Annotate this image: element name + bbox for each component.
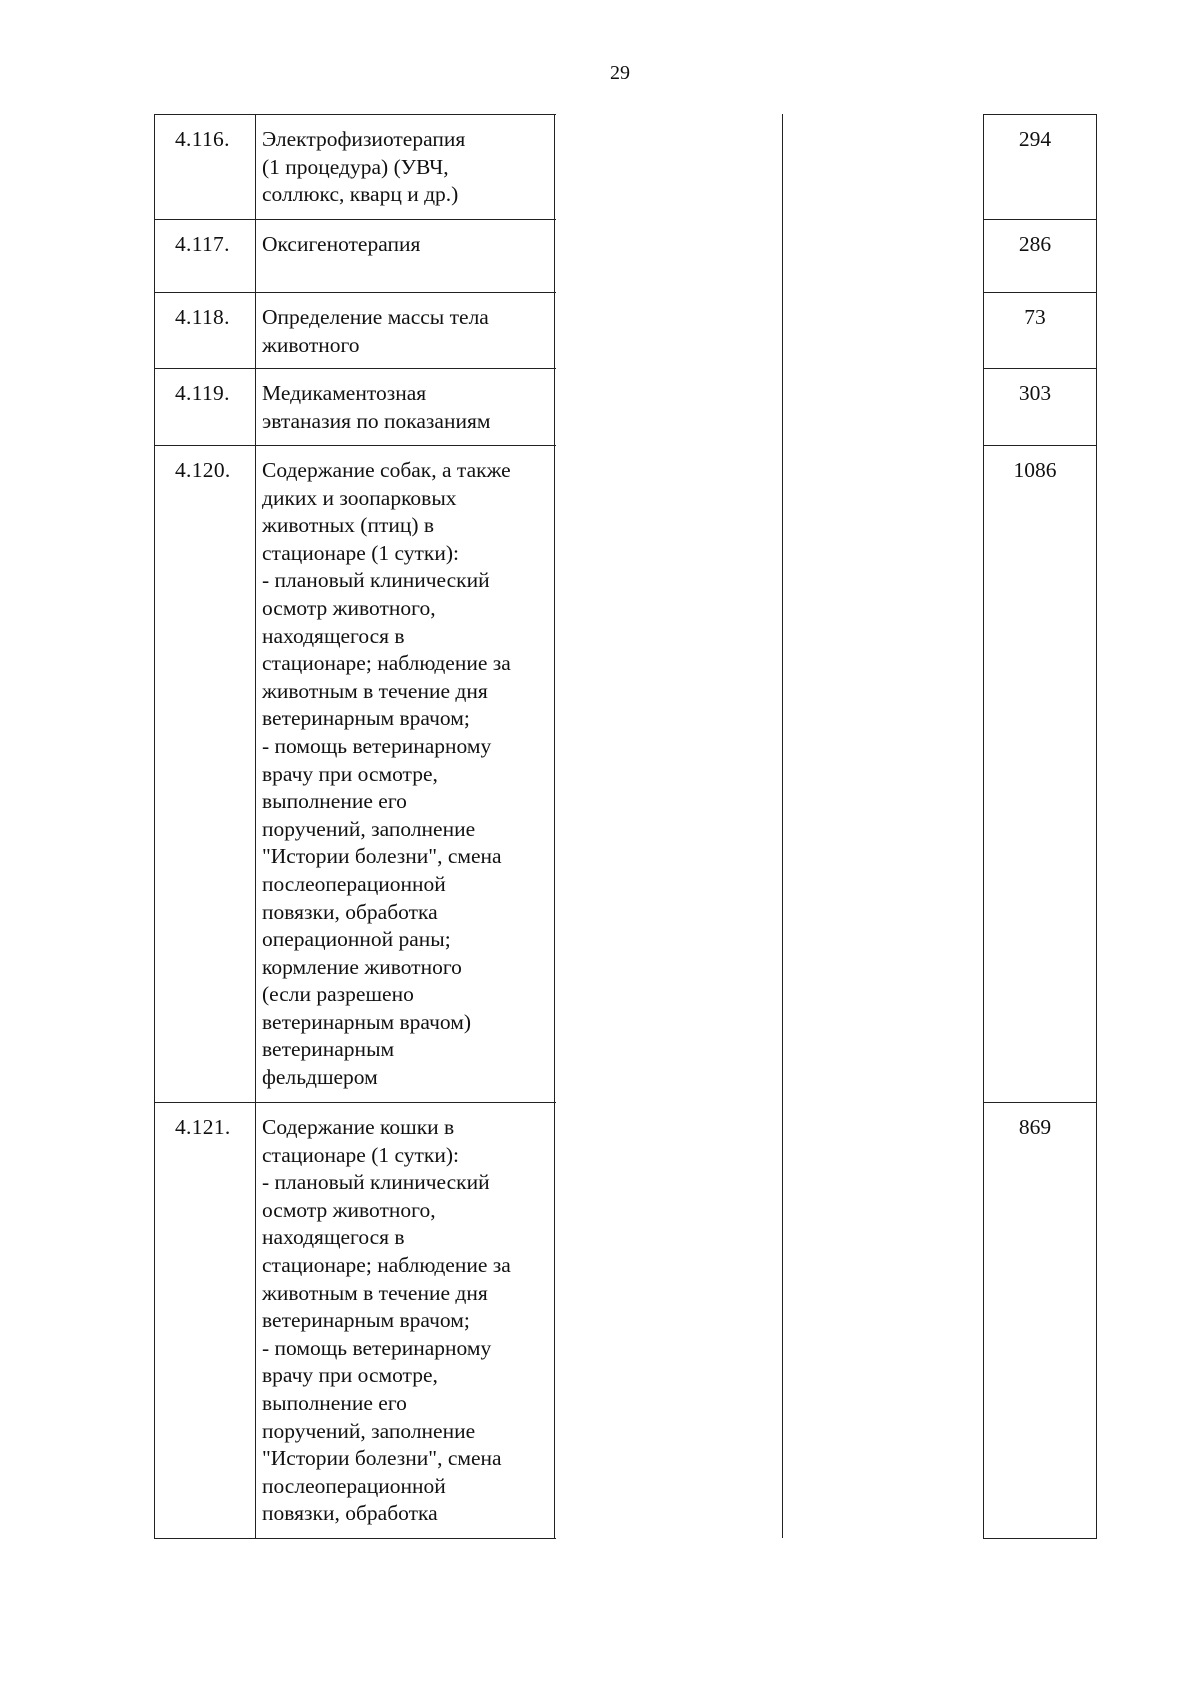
page-number: 29 bbox=[610, 62, 630, 84]
row-border bbox=[154, 445, 556, 446]
row-number: 4.121. bbox=[175, 1115, 231, 1139]
row-number: 4.120. bbox=[175, 458, 231, 482]
row-border bbox=[983, 114, 1097, 115]
row-border bbox=[154, 368, 556, 369]
service-description: Содержание собак, а также диких и зоопарковых животных (птиц) в стационаре (1 сутки): - плановый клинический осмотр животного, находящегося в стационаре; наблюдение за животным в течение дня ветеринарным врачом; - помощь ветеринарному врачу при осмотре, выполнение его поручений, заполнение "Истории болезни", смена послеоперационной повязки, обработка операционной раны; кормление животного (если разрешено ветеринарным врачом) ветеринарным фельдшером bbox=[262, 458, 511, 1090]
row-border bbox=[154, 1102, 556, 1103]
row-number: 4.116. bbox=[175, 127, 230, 151]
row-border bbox=[983, 292, 1097, 293]
service-price: 294 bbox=[1018, 127, 1052, 151]
service-description: Медикаментозная эвтаназия по показаниям bbox=[262, 381, 491, 433]
service-price: 1086 bbox=[1013, 458, 1057, 482]
column-divider-num bbox=[255, 114, 256, 1538]
service-price: 73 bbox=[1024, 305, 1046, 329]
row-border bbox=[983, 445, 1097, 446]
service-description: Определение массы тела животного bbox=[262, 305, 489, 357]
row-number: 4.118. bbox=[175, 305, 230, 329]
table-border-left bbox=[154, 114, 155, 1538]
row-border bbox=[154, 219, 556, 220]
table-border-right bbox=[1096, 114, 1097, 1538]
column-divider-desc bbox=[554, 114, 555, 1538]
service-description: Электрофизиотерапия (1 процедура) (УВЧ, соллюкс, кварц и др.) bbox=[262, 127, 466, 207]
row-number: 4.117. bbox=[175, 232, 230, 256]
service-price: 869 bbox=[1018, 1115, 1052, 1139]
row-border bbox=[154, 114, 556, 115]
row-number: 4.119. bbox=[175, 381, 230, 405]
service-description: Содержание кошки в стационаре (1 сутки): - плановый клинический осмотр животного, находящегося в стационаре; наблюдение за животным в течение дня ветеринарным врачом; - помощь ветеринарному врачу при осмотре, выполнение его поручений, заполнение "Истории болезни", смена послеоперационной повязки, обработка bbox=[262, 1115, 511, 1526]
service-price: 286 bbox=[1018, 232, 1052, 256]
service-description: Оксигенотерапия bbox=[262, 232, 421, 256]
row-border bbox=[983, 1538, 1097, 1539]
column-divider-price bbox=[983, 114, 984, 1538]
column-divider-empty bbox=[782, 114, 783, 1538]
row-border bbox=[983, 219, 1097, 220]
row-border bbox=[154, 292, 556, 293]
row-border bbox=[983, 368, 1097, 369]
row-border bbox=[983, 1102, 1097, 1103]
service-price: 303 bbox=[1018, 381, 1052, 405]
row-border bbox=[154, 1538, 556, 1539]
